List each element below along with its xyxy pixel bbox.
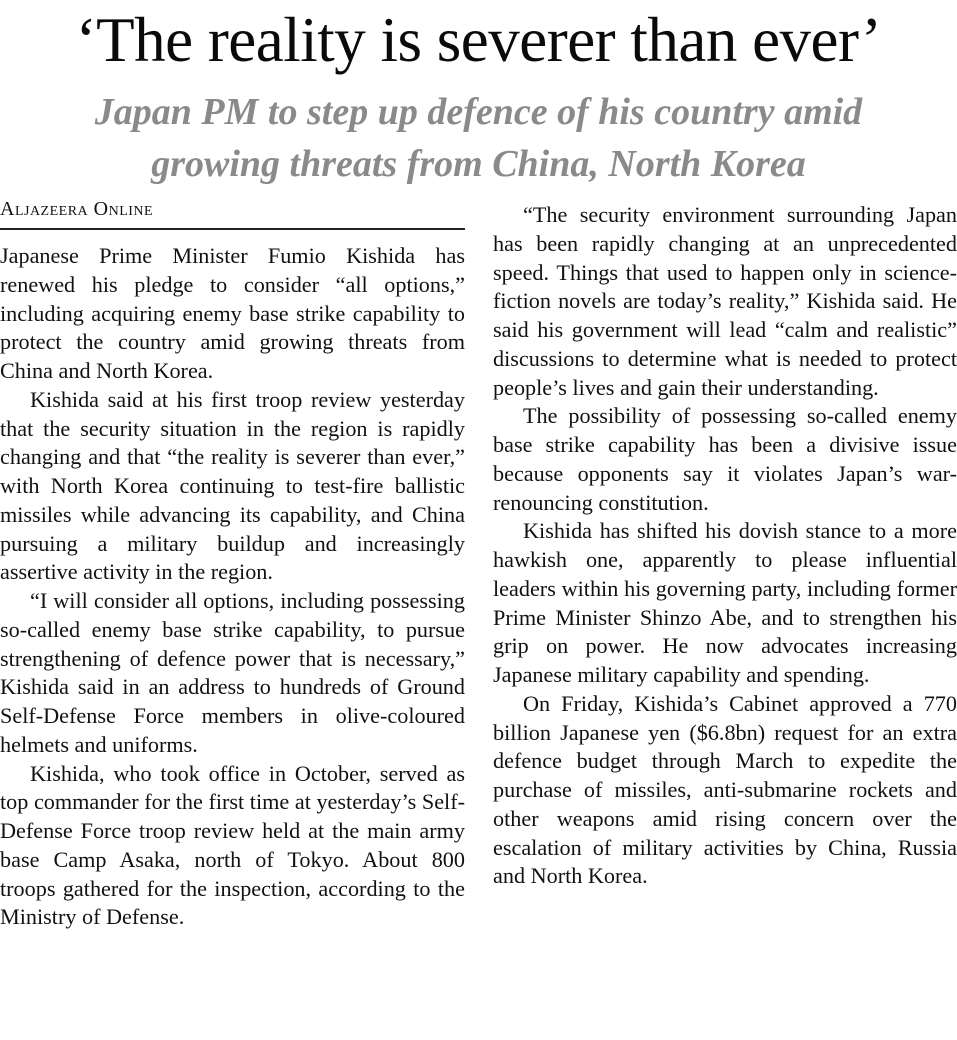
paragraph: “I will consider all options, including possessing so-called enemy base strike capability, to pursue strengthening of defence power that is necessary,” Kishida said in an address to hundreds of Ground Self-Defense Force members in olive-coloured helmets and uniforms. bbox=[0, 588, 465, 757]
article-column-left bbox=[0, 196, 465, 932]
paragraph: The possibility of possessing so-called enemy base strike capability has been a divisive issue because opponents say it violates Japan’s war-renouncing constitution. bbox=[493, 403, 957, 515]
paragraph: “The security environment surrounding Japan has been rapidly changing at an unprecedented speed. Things that used to happen only in science-fiction novels are today’s reality,” Kishida said. He said his government will lead “calm and realistic” discussions to determine what is needed to protect people’s lives and gain their understanding. bbox=[493, 202, 957, 400]
subheadline-line-1: Japan PM to step up defence of his country amid bbox=[94, 91, 863, 133]
subheadline-line-2: growing threats from China, North Korea bbox=[151, 143, 806, 185]
paragraph: Japanese Prime Minister Fumio Kishida has renewed his pledge to consider “all options,” including acquiring enemy base strike capability to protect the country amid growing threats from China and North Korea. bbox=[0, 243, 465, 383]
article-column-right bbox=[493, 201, 957, 891]
paragraph: Kishida, who took office in October, served as top commander for the first time at yesterday’s Self-Defense Force troop review held at the main army base Camp Asaka, north of Tokyo. About 800 troops gathered for the inspection, according to the Ministry of Defense. bbox=[0, 760, 465, 930]
paragraph: Kishida said at his first troop review yesterday that the security situation in the region is rapidly changing and that “the reality is severer than ever,” with North Korea continuing to test-fire ballistic missiles while advancing its capability, and China pursuing a military buildup and increasingly assertive activity in the region. bbox=[0, 386, 465, 585]
subheadline bbox=[0, 86, 957, 190]
headline: ‘The reality is severer than ever’ bbox=[75, 5, 882, 75]
paragraph: On Friday, Kishida’s Cabinet approved a 770 billion Japanese yen ($6.8bn) request for an extra defence budget through March to expedite the purchase of missiles, anti-submarine rockets and other weapons amid rising concern over the escalation of military activities by China, Russia and North Korea. bbox=[493, 690, 957, 889]
paragraph: Kishida has shifted his dovish stance to a more hawkish one, apparently to please influential leaders within his governing party, including former Prime Minister Shinzo Abe, and to strengthen his grip on power. He now advocates increasing Japanese military capability and spending. bbox=[493, 518, 957, 687]
byline: Aljazeera Online bbox=[0, 196, 465, 230]
